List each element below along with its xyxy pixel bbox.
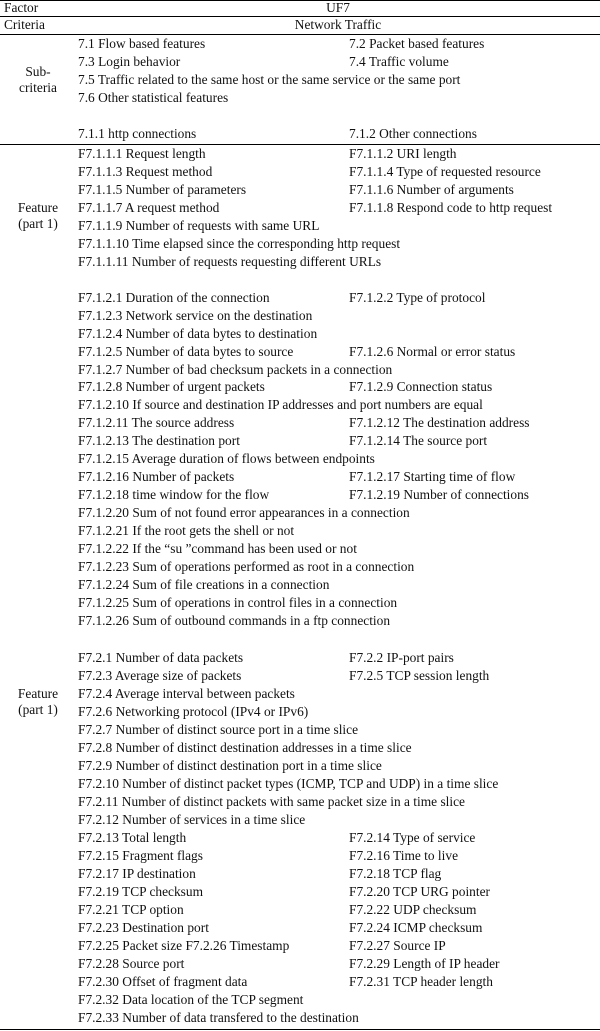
feature-item: F7.2.33 Number of data transfered to the destination	[78, 1010, 359, 1025]
feature-item: F7.1.2.12 The destination address	[349, 415, 530, 430]
feature-item: F7.1.1.8 Respond code to http request	[349, 200, 553, 215]
feature-item: F7.1.2.20 Sum of not found error appearances in a connection	[78, 505, 410, 520]
feature-item: F7.2.28 Source port	[78, 956, 185, 971]
subcriteria-label-line2: criteria	[19, 80, 57, 95]
factor-value: UF7	[326, 0, 350, 15]
feature-item: F7.2.4 Average interval between packets	[78, 686, 295, 701]
subcriteria-item: 7.6 Other statistical features	[78, 90, 229, 105]
subcriteria-item: 7.5 Traffic related to the same host or the same service or the same port	[78, 72, 461, 87]
factor-label: Factor	[4, 0, 39, 15]
feature-item: F7.2.18 TCP flag	[349, 866, 442, 881]
feature-item: F7.1.2.25 Sum of operations in control files in a connection	[78, 595, 398, 610]
table-bottom-rule	[0, 1029, 600, 1030]
feature-item: F7.2.5 TCP session length	[349, 668, 490, 683]
feature-item: F7.2.14 Type of service	[349, 830, 476, 845]
feature-item: F7.1.1.3 Request method	[78, 164, 213, 179]
feature-label-packet	[0, 686, 76, 718]
feature-item: F7.2.27 Source IP	[349, 938, 446, 953]
feature-item: F7.2.19 TCP checksum	[78, 884, 203, 899]
feature-item: F7.1.2.21 If the root gets the shell or not	[78, 523, 295, 538]
feature-item: F7.1.2.10 If source and destination IP addresses and port numbers are equal	[78, 397, 483, 412]
feature-item: F7.2.16 Time to live	[349, 848, 459, 863]
feature-item: F7.1.2.2 Type of protocol	[349, 290, 486, 305]
feature-item: F7.1.2.6 Normal or error status	[349, 344, 516, 359]
feature-item: F7.1.1.1 Request length	[78, 146, 206, 161]
feature-item: F7.2.22 UDP checksum	[349, 902, 477, 917]
feature-item: F7.2.17 IP destination	[78, 866, 196, 881]
feature-label-line1: Feature	[17, 686, 59, 701]
feature-item: F7.1.2.13 The destination port	[78, 433, 240, 448]
feature-item: F7.2.11 Number of distinct packets with same packet size in a time slice	[78, 794, 465, 809]
feature-item: F7.1.2.9 Connection status	[349, 379, 493, 394]
feature-item: F7.2.20 TCP URG pointer	[349, 884, 490, 899]
feature-item: F7.2.15 Fragment flags	[78, 848, 203, 863]
feature-item: F7.1.1.7 A request method	[78, 200, 220, 215]
feature-item: F7.1.1.9 Number of requests with same URL	[78, 218, 320, 233]
feature-item: F7.2.25 Packet size F7.2.26 Timestamp	[78, 938, 290, 953]
feature-item: F7.1.2.16 Number of packets	[78, 469, 235, 484]
feature-item: F7.1.1.5 Number of parameters	[78, 182, 247, 197]
subcriteria-label	[0, 64, 76, 96]
feature-item: F7.2.24 ICMP checksum	[349, 920, 483, 935]
feature-label-line1: Feature	[17, 200, 59, 215]
feature-item: F7.2.30 Offset of fragment data	[78, 974, 248, 989]
subcriteria-item: 7.2 Packet based features	[349, 36, 485, 51]
feature-item: F7.2.23 Destination port	[78, 920, 209, 935]
feature-label-line2: (part 1)	[18, 702, 58, 717]
feature-label-line2: (part 1)	[18, 216, 58, 231]
feature-item: F7.2.6 Networking protocol (IPv4 or IPv6)	[78, 704, 309, 719]
feature-item: F7.1.2.3 Network service on the destination	[78, 308, 313, 323]
feature-item: F7.1.2.24 Sum of file creations in a connection	[78, 577, 330, 592]
feature-item: F7.1.1.4 Type of requested resource	[349, 164, 541, 179]
feature-item: F7.1.2.26 Sum of outbound commands in a ftp connection	[78, 613, 391, 628]
feature-item: F7.2.10 Number of distinct packet types (ICMP, TCP and UDP) in a time slice	[78, 776, 499, 791]
feature-item: F7.1.2.23 Sum of operations performed as root in a connection	[78, 559, 415, 574]
feature-item: F7.2.8 Number of distinct destination addresses in a time slice	[78, 740, 412, 755]
feature-item: F7.1.2.14 The source port	[349, 433, 488, 448]
subcriteria-label-line1: Sub-	[25, 64, 51, 79]
feature-item: F7.1.1.2 URI length	[349, 146, 457, 161]
feature-item: F7.1.2.18 time window for the flow	[78, 487, 270, 502]
subcriteria-item: 7.1.2 Other connections	[349, 126, 477, 141]
feature-item: F7.2.29 Length of IP header	[349, 956, 500, 971]
feature-item: F7.1.2.8 Number of urgent packets	[78, 379, 265, 394]
feature-item: F7.1.1.11 Number of requests requesting different URLs	[78, 254, 382, 269]
subcriteria-item: 7.1.1 http connections	[78, 126, 197, 141]
criteria-label: Criteria	[4, 17, 45, 32]
feature-item: F7.2.7 Number of distinct source port in a time slice	[78, 722, 359, 737]
subcriteria-item: 7.4 Traffic volume	[349, 54, 449, 69]
feature-item: F7.1.2.15 Average duration of flows between endpoints	[78, 451, 375, 466]
subcriteria-item: 7.3 Login behavior	[78, 54, 181, 69]
feature-item: F7.1.2.17 Starting time of flow	[349, 469, 516, 484]
feature-item: F7.2.9 Number of distinct destination port in a time slice	[78, 758, 382, 773]
feature-label-flow	[0, 200, 76, 232]
criteria-value: Network Traffic	[294, 17, 382, 32]
feature-item: F7.2.2 IP-port pairs	[349, 650, 454, 665]
feature-item: F7.1.2.7 Number of bad checksum packets in a connection	[78, 362, 393, 377]
feature-item: F7.1.2.5 Number of data bytes to source	[78, 344, 294, 359]
feature-item: F7.1.2.1 Duration of the connection	[78, 290, 270, 305]
feature-item: F7.1.2.11 The source address	[78, 415, 235, 430]
feature-item: F7.1.1.6 Number of arguments	[349, 182, 514, 197]
feature-item: F7.2.31 TCP header length	[349, 974, 493, 989]
feature-item: F7.2.3 Average size of packets	[78, 668, 242, 683]
feature-item: F7.1.2.19 Number of connections	[349, 487, 530, 502]
feature-item: F7.2.21 TCP option	[78, 902, 184, 917]
subcriteria-item: 7.1 Flow based features	[78, 36, 206, 51]
feature-item: F7.2.1 Number of data packets	[78, 650, 244, 665]
feature-item: F7.2.12 Number of services in a time slice	[78, 812, 306, 827]
feature-item: F7.2.32 Data location of the TCP segment	[78, 992, 304, 1007]
feature-item: F7.1.2.4 Number of data bytes to destination	[78, 326, 318, 341]
feature-item: F7.1.2.22 If the “su ”command has been used or not	[78, 541, 357, 556]
feature-item: F7.2.13 Total length	[78, 830, 187, 845]
feature-item: F7.1.1.10 Time elapsed since the corresponding http request	[78, 236, 401, 251]
